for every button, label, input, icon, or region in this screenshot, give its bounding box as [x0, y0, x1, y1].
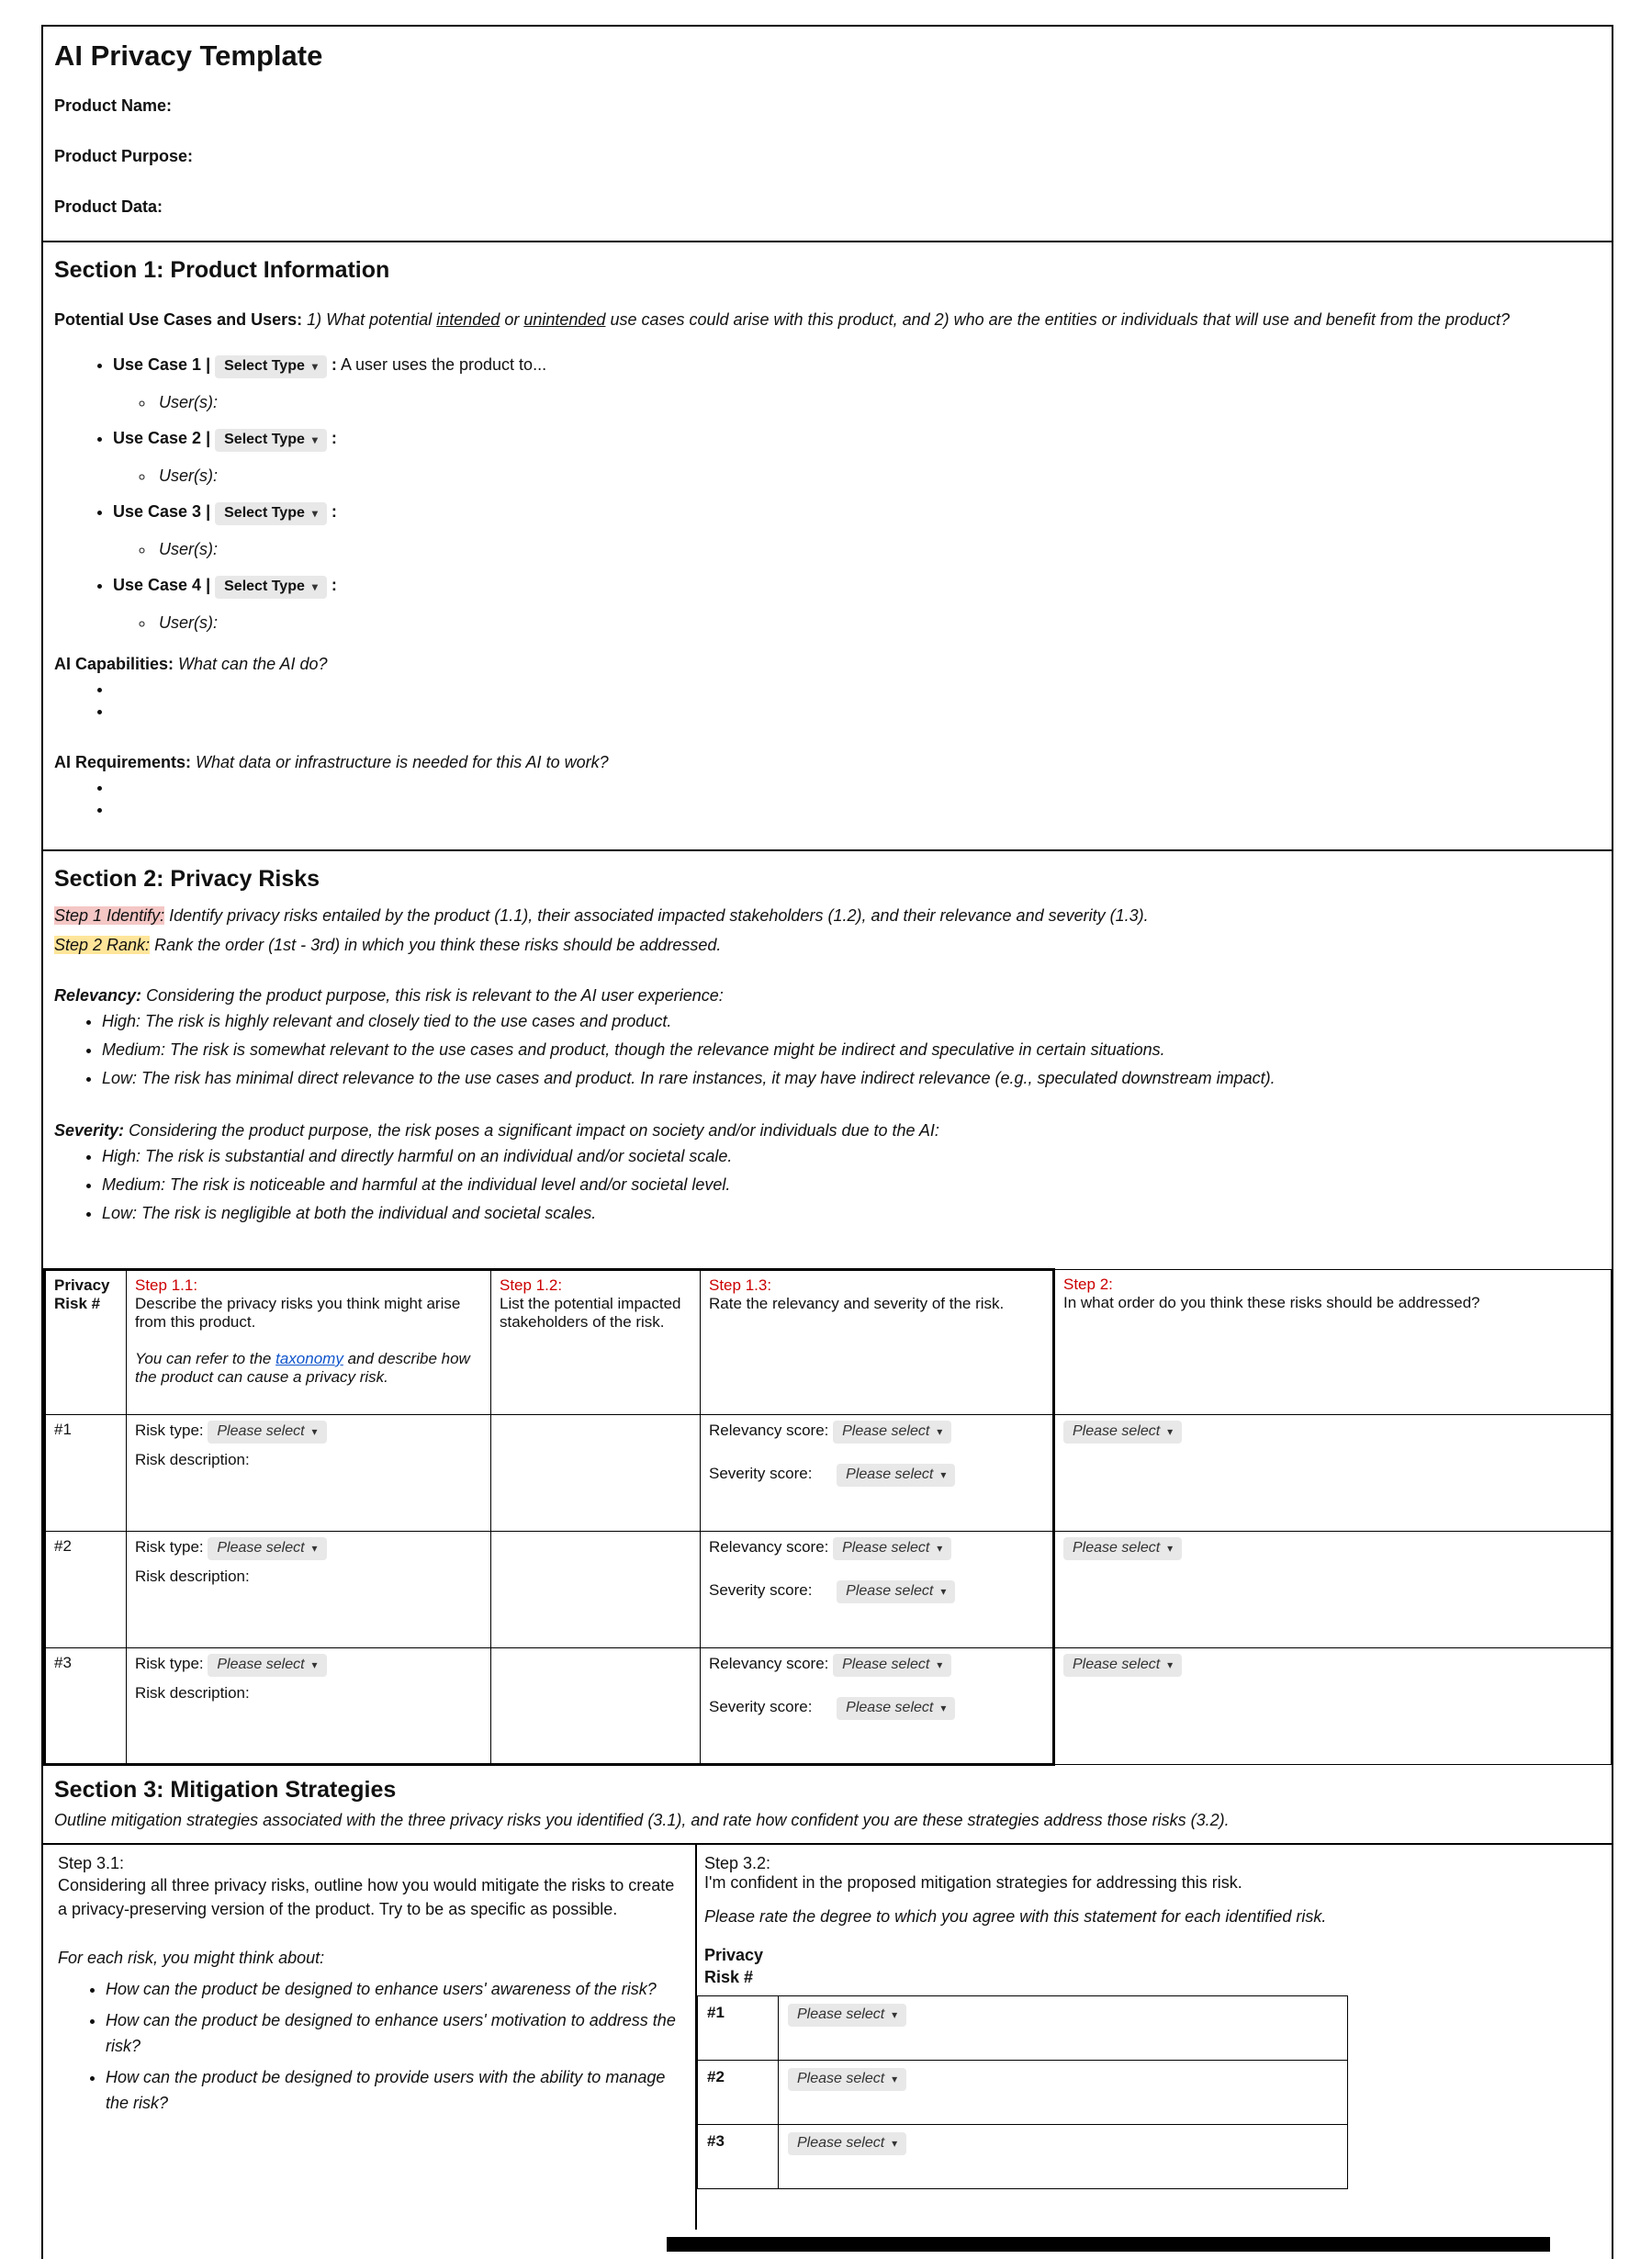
- confidence-table-header: Privacy Risk #: [704, 1946, 764, 1986]
- product-name-label[interactable]: Product Name:: [54, 96, 173, 115]
- use-case-4-type-select[interactable]: Select Type ▾: [215, 576, 327, 599]
- step-3-1-text: Considering all three privacy risks, outline how you would mitigate the risks to create a privacy-preserving version of the product. Try to be as specific as possible.: [58, 1876, 675, 1919]
- empty-bullet[interactable]: [113, 800, 1601, 822]
- confidence-risk-2-number: #2: [698, 2060, 779, 2124]
- use-case-3-label: Use Case 3 |: [113, 502, 211, 522]
- use-cases-intro: Potential Use Cases and Users: 1) What potential intended or unintended use cases could arise with this product, and 2) who are the entities or individuals that will use and benefit from the product?: [54, 310, 1510, 329]
- risk-2-rank-select[interactable]: Please select ▾: [1063, 1537, 1182, 1560]
- step-1-1-label: Step 1.1:: [135, 1276, 198, 1294]
- use-case-3-users-label[interactable]: ◦ User(s):: [155, 540, 1601, 559]
- section-3-columns: [43, 1843, 1612, 2230]
- col-header-step-1-1: Step 1.1: Describe the privacy risks you think might arise from this product. You can refer to the taxonomy and describe how the product can cause a privacy risk.: [127, 1270, 491, 1415]
- confidence-row-2: [698, 2060, 1348, 2124]
- prompt-awareness: • How can the product be designed to enhance users' awareness of the risk?: [106, 1977, 680, 2003]
- section-1-product-information: [43, 242, 1612, 851]
- dropdown-arrow-icon: ▾: [311, 1425, 318, 1438]
- step-2-label: Step 2:: [1063, 1276, 1113, 1293]
- ai-requirements-block: [54, 753, 1601, 822]
- step-3-1-cell[interactable]: [43, 1845, 697, 2230]
- confidence-table: [697, 1995, 1348, 2189]
- section-3-mitigation-strategies: [43, 1766, 1612, 2230]
- section-3-heading: Section 3: Mitigation Strategies: [54, 1777, 397, 1803]
- col-header-privacy-risk-num: Privacy Risk #: [45, 1270, 127, 1415]
- risk-3-scores-cell: Relevancy score: Please select ▾ Severity score: Please select ▾: [701, 1648, 1054, 1765]
- use-case-1-users-label[interactable]: ◦ User(s):: [155, 393, 1601, 412]
- confidence-risk-3-select[interactable]: Please select ▾: [788, 2132, 906, 2155]
- step-1-identify-line: Step 1 Identify: Identify privacy risks entailed by the product (1.1), their associated impacted stakeholders (1.2), and their relevance and severity (1.3).: [54, 906, 1149, 926]
- prompt-motivation: • How can the product be designed to enhance users' motivation to address the risk?: [106, 2008, 680, 2060]
- dropdown-arrow-icon: ▾: [892, 2007, 898, 2021]
- risk-3-number: #3: [45, 1648, 127, 1765]
- risk-2-relevancy-select[interactable]: Please select ▾: [833, 1537, 951, 1560]
- ai-capabilities-hint: What can the AI do?: [178, 655, 328, 674]
- ai-capabilities-list: [54, 680, 1601, 724]
- step-3-1-prompts-list: [58, 1977, 680, 2116]
- taxonomy-note: You can refer to the taxonomy and describe how the product can cause a privacy risk.: [135, 1350, 470, 1386]
- section-2-heading: Section 2: Privacy Risks: [54, 866, 320, 893]
- use-cases-label: Potential Use Cases and Users:: [54, 310, 303, 329]
- risk-row-3: [45, 1648, 1612, 1765]
- use-case-item: • Use Case 2 | Select Type ▾ : ◦ User(s):: [113, 429, 1601, 486]
- confidence-row-1: [698, 1995, 1348, 2060]
- dropdown-arrow-icon: ▾: [937, 1425, 943, 1438]
- risk-1-severity-select[interactable]: Please select ▾: [837, 1464, 955, 1487]
- confidence-risk-1-select[interactable]: Please select ▾: [788, 2004, 906, 2027]
- risk-3-type-select[interactable]: Please select ▾: [208, 1654, 326, 1677]
- table-bottom-thick-border: [667, 2237, 1550, 2252]
- doc-header: [43, 27, 1612, 242]
- ai-requirements-list: [54, 778, 1601, 822]
- risk-2-rank-cell: [1054, 1532, 1612, 1648]
- use-case-1-text[interactable]: A user uses the product to...: [340, 355, 547, 375]
- dropdown-arrow-icon: ▾: [311, 360, 318, 374]
- dropdown-arrow-icon: ▾: [892, 2136, 898, 2150]
- use-case-item: • Use Case 1 | Select Type ▾ : A user uses the product to... ◦ User(s):: [113, 355, 1601, 412]
- relevancy-low: • Low: The risk has minimal direct relevance to the use cases and product. In rare instances, it may have indirect relevance (e.g., speculated downstream impact).: [102, 1064, 1612, 1093]
- ai-capabilities-block: [54, 655, 1601, 724]
- dropdown-arrow-icon: ▾: [1167, 1658, 1174, 1671]
- dropdown-arrow-icon: ▾: [940, 1468, 947, 1481]
- risk-3-relevancy-select[interactable]: Please select ▾: [833, 1654, 951, 1677]
- risk-1-rank-select[interactable]: Please select ▾: [1063, 1421, 1182, 1444]
- risk-1-relevancy-select[interactable]: Please select ▾: [833, 1421, 951, 1444]
- use-case-1-label: Use Case 1 |: [113, 355, 211, 375]
- ai-requirements-hint: What data or infrastructure is needed for this AI to work?: [196, 753, 609, 772]
- dropdown-arrow-icon: ▾: [1167, 1542, 1174, 1555]
- use-case-list: [54, 355, 1601, 633]
- risk-3-stakeholders-cell[interactable]: [491, 1648, 701, 1765]
- severity-definition: Severity: Considering the product purpose, the risk poses a significant impact on society and/or individuals due to the AI:: [54, 1121, 939, 1141]
- taxonomy-link[interactable]: taxonomy: [275, 1350, 343, 1367]
- risk-1-scores-cell: Relevancy score: Please select ▾ Severity score: Please select ▾: [701, 1415, 1054, 1532]
- severity-low: • Low: The risk is negligible at both the individual and societal scales.: [102, 1199, 1612, 1228]
- use-case-4-users-label[interactable]: ◦ User(s):: [155, 613, 1601, 633]
- risk-2-description-cell[interactable]: Risk type: Please select ▾ Risk description:: [127, 1532, 491, 1648]
- dropdown-arrow-icon: ▾: [311, 1542, 318, 1555]
- col-header-step-2: Step 2: In what order do you think these risks should be addressed?: [1054, 1270, 1612, 1415]
- step-3-1-think-label: For each risk, you might think about:: [58, 1949, 325, 1968]
- section-3-intro: Outline mitigation strategies associated with the three privacy risks you identified (3.1), and rate how confident you are these strategies address those risks (3.2).: [54, 1811, 1230, 1829]
- ai-requirements-label: AI Requirements:: [54, 753, 192, 772]
- dropdown-arrow-icon: ▾: [311, 507, 318, 521]
- relevancy-levels-list: [43, 1007, 1612, 1093]
- confidence-risk-2-cell: [779, 2060, 1348, 2124]
- dropdown-arrow-icon: ▾: [892, 2072, 898, 2085]
- prompt-ability: • How can the product be designed to provide users with the ability to manage the risk?: [106, 2065, 680, 2117]
- empty-bullet[interactable]: [113, 702, 1601, 724]
- risk-1-rank-cell: [1054, 1415, 1612, 1532]
- dropdown-arrow-icon: ▾: [311, 580, 318, 594]
- dropdown-arrow-icon: ▾: [937, 1658, 943, 1671]
- col-header-step-1-2: Step 1.2: List the potential impacted stakeholders of the risk.: [491, 1270, 701, 1415]
- dropdown-arrow-icon: ▾: [311, 1658, 318, 1671]
- step-3-1-label: Step 3.1:: [58, 1854, 125, 1873]
- use-case-2-label: Use Case 2 |: [113, 429, 211, 448]
- ai-capabilities-label: AI Capabilities:: [54, 655, 174, 674]
- step-3-2-label: Step 3.2:: [704, 1854, 771, 1873]
- confidence-risk-1-number: #1: [698, 1995, 779, 2060]
- use-case-2-type-select[interactable]: Select Type ▾: [215, 429, 327, 452]
- relevancy-label: Relevancy:: [54, 986, 142, 1006]
- risk-2-number: #2: [45, 1532, 127, 1648]
- document-page: [41, 25, 1613, 2259]
- confidence-risk-1-cell: [779, 1995, 1348, 2060]
- relevancy-medium: • Medium: The risk is somewhat relevant to the use cases and product, though the relevance might be indirect and speculative in certain situations.: [102, 1036, 1612, 1064]
- risk-2-stakeholders-cell[interactable]: [491, 1532, 701, 1648]
- risk-3-rank-cell: [1054, 1648, 1612, 1765]
- risk-3-rank-select[interactable]: Please select ▾: [1063, 1654, 1182, 1677]
- step-2-rank-line: Step 2 Rank: Rank the order (1st - 3rd) in which you think these risks should be addressed.: [54, 935, 722, 954]
- severity-medium: • Medium: The risk is noticeable and harmful at the individual level and/or societal level.: [102, 1171, 1612, 1199]
- product-purpose-label[interactable]: Product Purpose:: [54, 147, 194, 165]
- relevancy-high: • High: The risk is highly relevant and closely tied to the use cases and product.: [102, 1007, 1612, 1036]
- risk-2-type-select[interactable]: Please select ▾: [208, 1537, 326, 1560]
- dropdown-arrow-icon: ▾: [937, 1542, 943, 1555]
- risk-table-header-row: [45, 1270, 1612, 1415]
- use-case-item: • Use Case 4 | Select Type ▾ : ◦ User(s):: [113, 576, 1601, 633]
- dropdown-arrow-icon: ▾: [940, 1585, 947, 1598]
- relevancy-definition: Relevancy: Considering the product purpose, this risk is relevant to the AI user experience:: [54, 986, 724, 1006]
- confidence-risk-2-select[interactable]: Please select ▾: [788, 2068, 906, 2091]
- risk-1-stakeholders-cell[interactable]: [491, 1415, 701, 1532]
- step-1-identify-label: Step 1 Identify:: [54, 906, 165, 926]
- dropdown-arrow-icon: ▾: [1167, 1425, 1174, 1438]
- risk-1-description-cell[interactable]: Risk type: Please select ▾ Risk description:: [127, 1415, 491, 1532]
- risk-3-description-cell[interactable]: Risk type: Please select ▾ Risk description:: [127, 1648, 491, 1765]
- risk-row-2: [45, 1532, 1612, 1648]
- step-3-2-statement: I'm confident in the proposed mitigation strategies for addressing this risk.: [704, 1873, 1242, 1893]
- severity-high: • High: The risk is substantial and directly harmful on an individual and/or societal scale.: [102, 1142, 1612, 1171]
- confidence-risk-3-number: #3: [698, 2124, 779, 2188]
- section-1-heading: Section 1: Product Information: [54, 257, 390, 283]
- page-title: AI Privacy Template: [54, 39, 323, 72]
- step-3-2-note: Please rate the degree to which you agree with this statement for each identified risk.: [704, 1907, 1327, 1927]
- severity-levels-list: [43, 1142, 1612, 1228]
- risk-3-severity-select[interactable]: Please select ▾: [837, 1697, 955, 1720]
- privacy-risk-table: [43, 1268, 1612, 1766]
- use-case-1-type-select[interactable]: Select Type ▾: [215, 355, 327, 378]
- use-case-2-users-label[interactable]: ◦ User(s):: [155, 466, 1601, 486]
- use-case-3-type-select[interactable]: Select Type ▾: [215, 502, 327, 525]
- risk-2-severity-select[interactable]: Please select ▾: [837, 1580, 955, 1603]
- empty-bullet[interactable]: [113, 680, 1601, 702]
- section-2-privacy-risks: [43, 851, 1612, 1766]
- confidence-row-3: [698, 2124, 1348, 2188]
- product-data-label[interactable]: Product Data:: [54, 197, 163, 216]
- step-2-rank-label: Step 2 Rank:: [54, 935, 151, 954]
- confidence-risk-3-cell: [779, 2124, 1348, 2188]
- dropdown-arrow-icon: ▾: [940, 1702, 947, 1714]
- risk-1-number: #1: [45, 1415, 127, 1532]
- severity-label: Severity:: [54, 1121, 125, 1141]
- risk-row-1: [45, 1415, 1612, 1532]
- dropdown-arrow-icon: ▾: [311, 433, 318, 447]
- risk-2-scores-cell: Relevancy score: Please select ▾ Severity score: Please select ▾: [701, 1532, 1054, 1648]
- use-case-4-label: Use Case 4 |: [113, 576, 211, 595]
- step-1-3-label: Step 1.3:: [709, 1276, 772, 1294]
- empty-bullet[interactable]: [113, 778, 1601, 800]
- use-case-item: • Use Case 3 | Select Type ▾ : ◦ User(s):: [113, 502, 1601, 559]
- step-3-2-cell: [697, 1845, 1612, 2230]
- risk-1-type-select[interactable]: Please select ▾: [208, 1421, 326, 1444]
- step-1-2-label: Step 1.2:: [500, 1276, 563, 1294]
- col-header-step-1-3: Step 1.3: Rate the relevancy and severity of the risk.: [701, 1270, 1054, 1415]
